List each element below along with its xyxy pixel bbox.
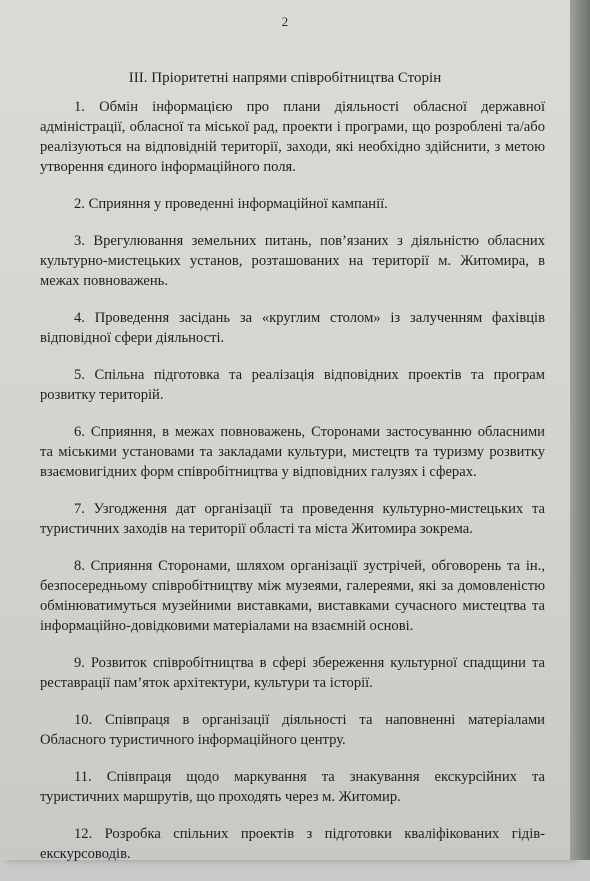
list-item: 7. Узгодження дат організації та проведення культурно-мистецьких та туристичних заходів на території області та міста Житомира зокрема. bbox=[40, 501, 545, 537]
list-item: 10. Співпраця в організації діяльності та наповненні матеріалами Обласного туристичного інформаційного центру. bbox=[40, 712, 545, 748]
list-item: 4. Проведення засідань за «круглим столом» із залученням фахівців відповідної сфери діяльності. bbox=[40, 310, 545, 346]
list-item: 2. Сприяння у проведенні інформаційної кампанії. bbox=[74, 196, 388, 212]
list-item: 1. Обмін інформацією про плани діяльності обласної державної адміністрації, обласної та міської рад, проекти і програми, що розроблені та/або реалізуються на відповідній території, заходи, які необхідно здійснити, з метою утворення єдиного інформаційного поля. bbox=[40, 99, 545, 175]
list-item: 11. Співпраця щодо маркування та знакування екскурсійних та туристичних маршрутів, що проходять через м. Житомир. bbox=[40, 769, 545, 805]
list-item: 9. Розвиток співробітництва в сфері збереження культурної спадщини та реставрації пам’яток архітектури, культури та історії. bbox=[40, 655, 545, 691]
list-item: 12. Розробка спільних проектів з підготовки кваліфікованих гідів-екскурсоводів. bbox=[40, 826, 545, 862]
list-item: 5. Спільна підготовка та реалізація відповідних проектів та програм розвитку територій. bbox=[40, 367, 545, 403]
list-item: 8. Сприяння Сторонами, шляхом організації зустрічей, обговорень та ін., безпосередньому співробітництву між музеями, галереями, які за домовленістю обмінюватимуться музейними виставками, виставками сучасного мистецтва та інформаційно-довідковими матеріалами на взаємній основі. bbox=[40, 558, 545, 634]
section-title: III. Пріоритетні напрями співробітництва Сторін bbox=[128, 70, 442, 86]
list-item: 3. Врегулювання земельних питань, пов’язаних з діяльністю обласних культурно-мистецьких установ, розташованих на території м. Житомира, в межах повноважень. bbox=[40, 233, 545, 289]
list-item: 6. Сприяння, в межах повноважень, Сторонами застосуванню обласними та міськими установами та закладами культури, мистецтв та туризму розвитку взаємовигідних форм співробітництва у відповідних галузях і сферах. bbox=[40, 424, 545, 480]
page-number: 2 bbox=[281, 14, 289, 29]
page-edge-shadow bbox=[570, 0, 590, 860]
priority-list bbox=[40, 97, 545, 881]
